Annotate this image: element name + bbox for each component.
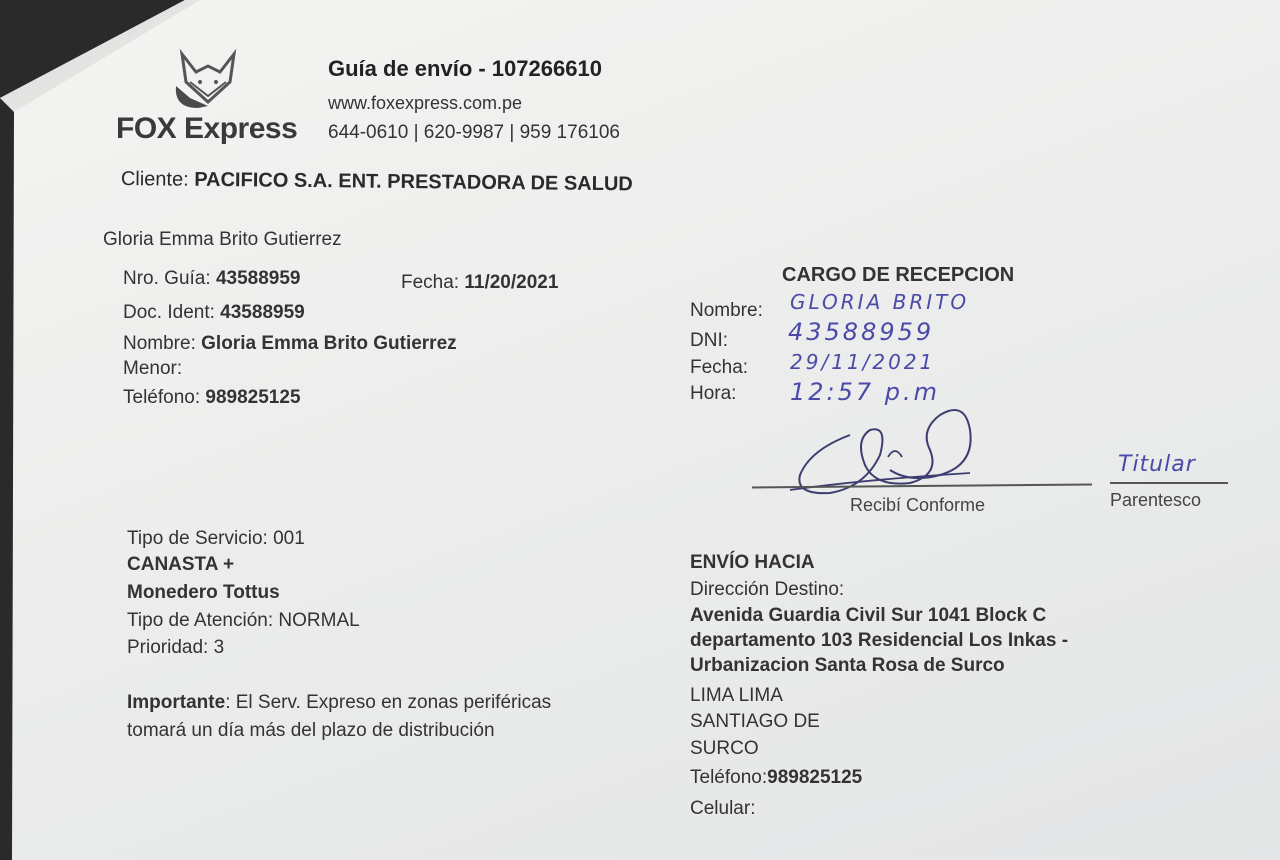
name-row: [123, 333, 457, 355]
service-type: Tipo de Servicio: 001: [127, 528, 305, 549]
guide-number-label: Nro. Guía:: [123, 268, 211, 289]
guide-number-value: 43588959: [215, 268, 301, 289]
doc-ident-label: Doc. Ident:: [123, 302, 215, 323]
ship-phone-row: [690, 767, 862, 789]
relationship-line: [1110, 482, 1228, 484]
phone-value: 989825125: [205, 387, 301, 408]
client-value: PACIFICO S.A. ENT. PRESTADORA DE SALUD: [194, 168, 633, 196]
signature-scribble: [770, 395, 1000, 505]
reception-dni-label: DNI:: [690, 330, 728, 351]
phone-row: [123, 387, 301, 409]
important-text-2: tomará un día más del plazo de distribución: [127, 720, 495, 741]
city: LIMA LIMA: [690, 685, 783, 706]
reception-name-label: Nombre:: [690, 300, 763, 321]
reception-name-handwritten: GLORIA BRITO: [790, 290, 970, 314]
fox-logo-icon: [168, 46, 248, 116]
brand-logo-text: FOX Express: [116, 112, 298, 145]
name-value: Gloria Emma Brito Gutierrez: [201, 333, 457, 354]
address-line-3: Urbanizacion Santa Rosa de Surco: [690, 655, 1005, 676]
reception-time-handwritten: 12:57 p.m: [790, 378, 941, 406]
guide-number-row: [123, 268, 300, 290]
relationship-handwritten: Titular: [1118, 452, 1196, 477]
attention-type: Tipo de Atención: NORMAL: [127, 610, 360, 631]
minor-label: Menor:: [123, 358, 183, 379]
website-text: www.foxexpress.com.pe: [328, 93, 523, 113]
important-label: Importante: [127, 692, 226, 713]
mobile-label: Celular:: [690, 798, 756, 819]
district-line-2: SURCO: [690, 738, 759, 759]
priority: Prioridad: 3: [127, 637, 225, 658]
phone-label: Teléfono:: [123, 387, 201, 408]
address-line-1: Avenida Guardia Civil Sur 1041 Block C: [690, 605, 1047, 626]
district-line-1: SANTIAGO DE: [690, 711, 820, 732]
important-text: : El Serv. Expreso en zonas periféricas: [225, 692, 552, 713]
destination-label: Dirección Destino:: [690, 579, 845, 600]
address-line-2: departamento 103 Residencial Los Inkas -: [690, 630, 1069, 651]
reception-time-label: Hora:: [690, 383, 737, 404]
date-value: 11/20/2021: [464, 272, 559, 293]
doc-ident-row: [123, 302, 305, 324]
date-label: Fecha:: [401, 272, 460, 293]
client-label: Cliente:: [120, 168, 189, 191]
relationship-label: Parentesco: [1110, 490, 1202, 510]
ship-to-title: ENVÍO HACIA: [690, 552, 815, 573]
date-row: [401, 272, 558, 294]
reception-date-handwritten: 29/11/2021: [790, 350, 936, 374]
product-line-2: Monedero Tottus: [127, 582, 280, 603]
doc-ident-value: 43588959: [220, 302, 305, 323]
ship-phone-label: Teléfono:: [690, 767, 768, 788]
important-notice: [127, 692, 551, 714]
phone-numbers: 644-0610 | 620-9987 | 959 176106: [328, 122, 620, 143]
guide-title: Guía de envío - 107266610: [328, 56, 602, 81]
recipient-name: Gloria Emma Brito Gutierrez: [103, 229, 342, 250]
product-line-1: CANASTA +: [127, 554, 235, 575]
reception-date-label: Fecha:: [690, 357, 749, 378]
reception-dni-handwritten: 43588959: [788, 318, 935, 346]
ship-phone-value: 989825125: [767, 767, 863, 788]
reception-title: CARGO DE RECEPCION: [782, 264, 1015, 286]
name-label: Nombre:: [123, 333, 196, 354]
received-label: Recibí Conforme: [850, 495, 986, 515]
